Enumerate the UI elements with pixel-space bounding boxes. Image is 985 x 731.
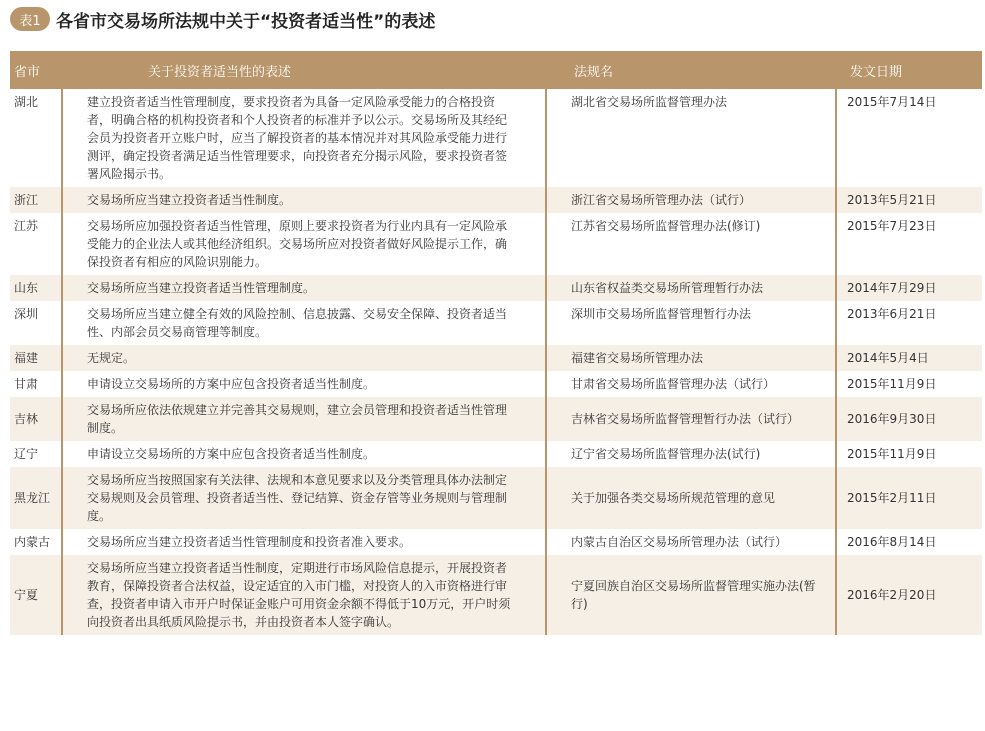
table-row bbox=[10, 441, 982, 467]
cell-date: 2016年2月20日 bbox=[836, 555, 982, 635]
cell-date: 2015年11月9日 bbox=[836, 441, 982, 467]
cell-regulation: 深圳市交易场所监督管理暂行办法 bbox=[546, 301, 836, 345]
table-title: 各省市交易场所法规中关于“投资者适当性”的表述 bbox=[56, 11, 436, 32]
cell-province: 吉林 bbox=[10, 397, 62, 441]
table-row bbox=[10, 467, 982, 529]
table-row bbox=[10, 555, 982, 635]
table-row bbox=[10, 89, 982, 187]
cell-regulation: 内蒙古自治区交易场所管理办法（试行） bbox=[546, 529, 836, 555]
table-header-row bbox=[10, 51, 982, 89]
cell-province: 福建 bbox=[10, 345, 62, 371]
cell-description: 交易场所应当建立投资者适当性制度，定期进行市场风险信息提示，开展投资者教育，保障投资者合法权益，设定适宜的入市门槛，对投资人的入市资格进行审查，投资者申请入市开户时保证金账户可用资金余额不得低于10万元，开户时须向投资者出具纸质风险提示书，并由投资者本人签字确认。 bbox=[62, 555, 546, 635]
cell-date: 2014年7月29日 bbox=[836, 275, 982, 301]
table-row bbox=[10, 275, 982, 301]
cell-date: 2015年2月11日 bbox=[836, 467, 982, 529]
cell-date: 2016年9月30日 bbox=[836, 397, 982, 441]
col-header-province: 省市 bbox=[10, 51, 62, 89]
table-row bbox=[10, 397, 982, 441]
cell-province: 宁夏 bbox=[10, 555, 62, 635]
cell-description: 交易场所应依法依规建立并完善其交易规则，建立会员管理和投资者适当性管理制度。 bbox=[62, 397, 546, 441]
cell-province: 内蒙古 bbox=[14, 535, 51, 549]
cell-date: 2015年7月14日 bbox=[836, 89, 982, 187]
cell-date: 2013年6月21日 bbox=[836, 301, 982, 345]
cell-province: 山东 bbox=[10, 275, 62, 301]
cell-regulation: 江苏省交易场所监督管理办法(修订) bbox=[546, 213, 836, 275]
cell-regulation: 福建省交易场所管理办法 bbox=[546, 345, 836, 371]
cell-province: 湖北 bbox=[14, 95, 39, 109]
table-number-badge: 表1 bbox=[10, 7, 50, 31]
cell-description: 交易场所应当建立投资者适当性管理制度和投资者准入要求。 bbox=[62, 529, 546, 555]
cell-description: 交易场所应当按照国家有关法律、法规和本意见要求以及分类管理具体办法制定交易规则及会员管理、投资者适当性、登记结算、资金存管等业务规则与管理制度。 bbox=[62, 467, 546, 529]
cell-regulation: 辽宁省交易场所监督管理办法(试行) bbox=[546, 441, 836, 467]
cell-province: 甘肃 bbox=[14, 377, 39, 391]
cell-date: 2014年5月4日 bbox=[836, 345, 982, 371]
table-row bbox=[10, 371, 982, 397]
cell-description: 申请设立交易场所的方案中应包含投资者适当性制度。 bbox=[62, 441, 546, 467]
cell-regulation: 山东省权益类交易场所管理暂行办法 bbox=[546, 275, 836, 301]
col-header-regulation: 法规名 bbox=[546, 51, 836, 89]
cell-description: 交易场所应当建立投资者适当性制度。 bbox=[62, 187, 546, 213]
cell-description: 申请设立交易场所的方案中应包含投资者适当性制度。 bbox=[62, 371, 546, 397]
cell-regulation: 吉林省交易场所监督管理暂行办法（试行） bbox=[546, 397, 836, 441]
col-header-description: 关于投资者适当性的表述 bbox=[62, 51, 546, 89]
table-row bbox=[10, 301, 982, 345]
cell-regulation: 甘肃省交易场所监督管理办法（试行） bbox=[546, 371, 836, 397]
cell-description: 交易场所应当建立健全有效的风险控制、信息披露、交易安全保障、投资者适当性、内部会员交易商管理等制度。 bbox=[62, 301, 546, 345]
cell-province: 黑龙江 bbox=[10, 467, 62, 529]
cell-province: 辽宁 bbox=[14, 447, 39, 461]
cell-date: 2013年5月21日 bbox=[836, 187, 982, 213]
col-header-date: 发文日期 bbox=[836, 51, 982, 89]
table-row bbox=[10, 529, 982, 555]
cell-date: 2015年11月9日 bbox=[836, 371, 982, 397]
cell-regulation: 湖北省交易场所监督管理办法 bbox=[546, 89, 836, 187]
cell-regulation: 浙江省交易场所管理办法（试行） bbox=[546, 187, 836, 213]
cell-province: 深圳 bbox=[14, 307, 39, 321]
table-caption bbox=[10, 6, 435, 32]
table-row bbox=[10, 187, 982, 213]
cell-date: 2016年8月14日 bbox=[836, 529, 982, 555]
cell-description: 无规定。 bbox=[62, 345, 546, 371]
cell-province: 江苏 bbox=[14, 219, 39, 233]
regulation-table bbox=[10, 51, 982, 635]
cell-date: 2015年7月23日 bbox=[836, 213, 982, 275]
cell-province: 浙江 bbox=[10, 187, 62, 213]
table-row bbox=[10, 345, 982, 371]
cell-description: 交易场所应加强投资者适当性管理，原则上要求投资者为行业内具有一定风险承受能力的企业法人或其他经济组织。交易场所应对投资者做好风险提示工作，确保投资者有相应的风险识别能力。 bbox=[62, 213, 546, 275]
cell-description: 交易场所应当建立投资者适当性管理制度。 bbox=[62, 275, 546, 301]
cell-regulation: 宁夏回族自治区交易场所监督管理实施办法(暂行) bbox=[546, 555, 836, 635]
table-row bbox=[10, 213, 982, 275]
cell-regulation: 关于加强各类交易场所规范管理的意见 bbox=[546, 467, 836, 529]
cell-description: 建立投资者适当性管理制度，要求投资者为具备一定风险承受能力的合格投资者，明确合格的机构投资者和个人投资者的标准并予以公示。交易场所及其经纪会员为投资者开立账户时，应当了解投资者的基本情况并对其风险承受能力进行测评，确定投资者满足适当性管理要求，向投资者充分揭示风险，要求投资者签署风险揭示书。 bbox=[62, 89, 546, 187]
